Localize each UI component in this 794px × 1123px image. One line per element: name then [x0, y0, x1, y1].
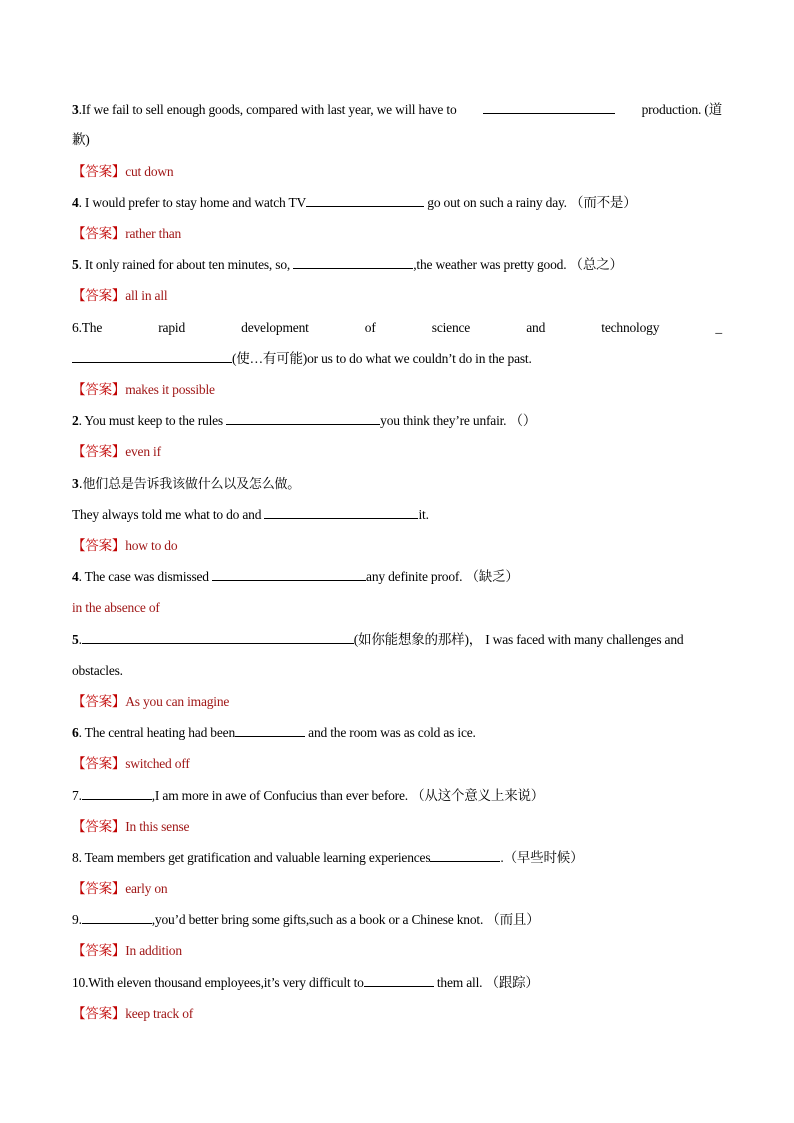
answer-blank: [293, 255, 413, 269]
question-line-cont: They always told me what to do and it.: [72, 507, 429, 522]
answer-line: 【答案】rather than: [72, 226, 182, 241]
question-line-cont: 歉): [72, 132, 90, 147]
answer-line: 【答案】early on: [72, 881, 168, 896]
question-line: 7. ,I am more in awe of Confucius than ever before. （从这个意义上来说）: [72, 788, 545, 803]
answer-line: 【答案】even if: [72, 444, 161, 459]
answer-blank: [226, 411, 380, 425]
answer-blank: [306, 193, 424, 207]
answer-blank: [264, 505, 418, 519]
answer-line: 【答案】makes it possible: [72, 382, 215, 397]
answer-blank: [82, 630, 354, 644]
answer-line: 【答案】In this sense: [72, 819, 190, 834]
answer-line: 【答案】switched off: [72, 756, 190, 771]
answer-blank: [82, 786, 152, 800]
answer-blank: [430, 848, 500, 862]
answer-blank: [483, 100, 615, 114]
answer-blank: [364, 973, 434, 987]
question-line: 10.With eleven thousand employees,it’s very difficult to them all. （跟踪）: [72, 975, 539, 990]
question-line-cont: (使…有可能)or us to do what we couldn’t do in the past.: [72, 349, 722, 369]
answer-blank: [235, 723, 305, 737]
answer-line: 【答案】all in all: [72, 288, 168, 303]
question-line: 3.If we fail to sell enough goods, compared with last year, we will have to production. (道: [72, 102, 722, 117]
answer-line: 【答案】keep track of: [72, 1006, 194, 1021]
question-line: 4. I would prefer to stay home and watch TV go out on such a rainy day. （而不是）: [72, 195, 637, 210]
question-line: 8. Team members get gratification and valuable learning experiences .（早些时候）: [72, 850, 584, 865]
question-line: 4. The case was dismissed any definite proof. （缺乏）: [72, 569, 519, 584]
question-line: 9. ,you’d better bring some gifts,such as a book or a Chinese knot. （而且）: [72, 912, 540, 927]
question-line: 3.他们总是告诉我该做什么以及怎么做。: [72, 476, 301, 492]
question-line: 5. It only rained for about ten minutes, so, ,the weather was pretty good. （总之）: [72, 257, 623, 272]
answer-line: in the absence of: [72, 600, 160, 615]
question-line: 5. (如你能想象的那样)， I was faced with many challenges and: [72, 632, 684, 647]
answer-blank: [72, 349, 232, 363]
answer-line: 【答案】cut down: [72, 164, 174, 179]
answer-blank: [82, 910, 152, 924]
question-line: 2. You must keep to the rules you think they’re unfair. （）: [72, 413, 537, 428]
answer-blank: [212, 567, 366, 581]
answer-line: 【答案】In addition: [72, 943, 182, 958]
question-line: 6.The rapid development of science and technology _: [72, 320, 722, 335]
answer-line: 【答案】how to do: [72, 538, 178, 553]
answer-line: 【答案】As you can imagine: [72, 694, 230, 709]
question-line-cont: obstacles.: [72, 663, 123, 678]
question-line: 6. The central heating had been and the room was as cold as ice.: [72, 725, 476, 740]
